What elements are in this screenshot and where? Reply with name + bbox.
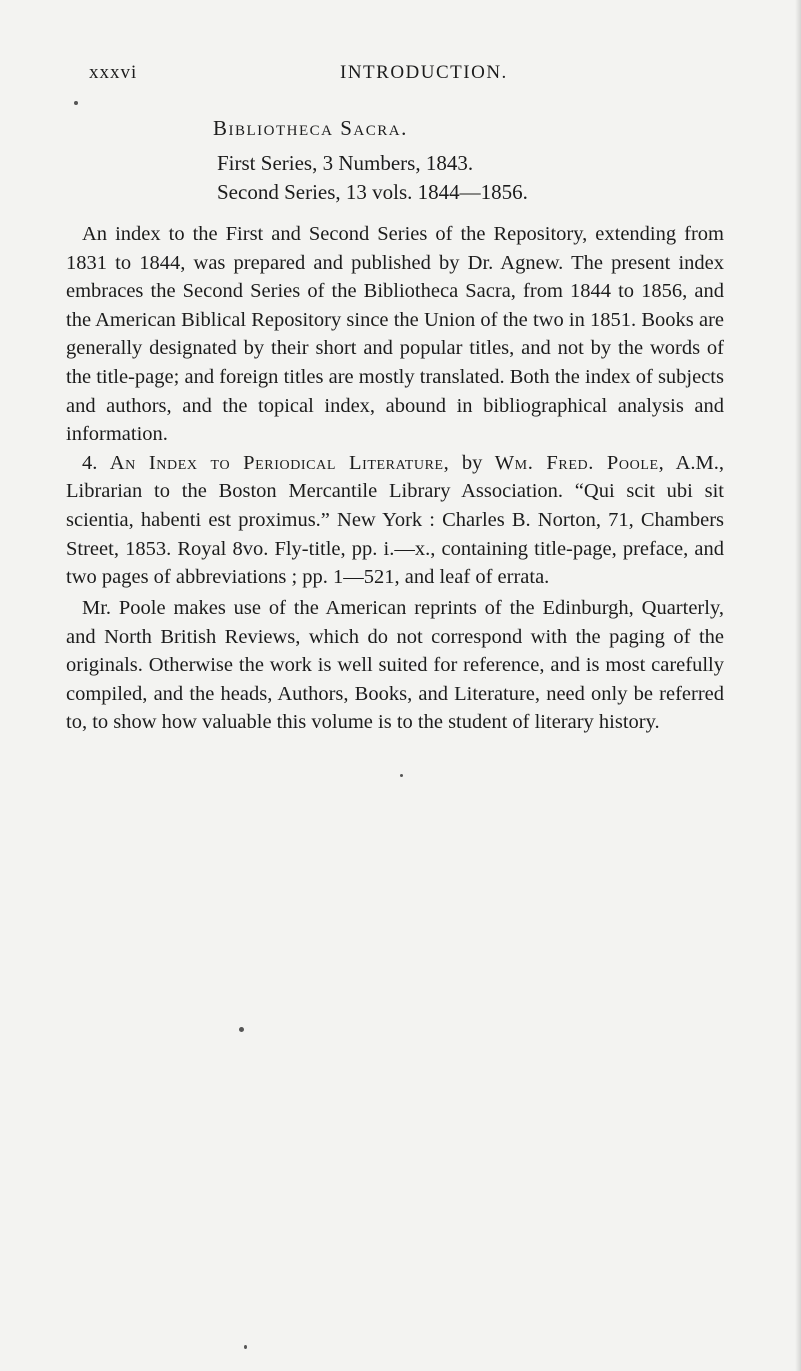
body-text-upper	[66, 220, 724, 592]
entry-details: A.M., Librarian to the Boston Mercantile Library Association. “Qui scit ubi sit scientia, habenti est proximus.” New York : Charles B. Norton, 71, Chambers Street, 1853. Royal 8vo. Fly-title, pp. i.—x., containing title-page, preface, and two pages of abbreviations ; pp. 1—521, and leaf of errata.	[66, 451, 725, 589]
page-edge-shadow	[795, 0, 801, 1371]
section-heading: Bibliotheca Sacra.	[213, 116, 408, 140]
entry-title: An Index to Periodical Literature,	[109, 451, 450, 474]
running-title: INTRODUCTION.	[340, 62, 508, 83]
entry-number: 4.	[82, 451, 98, 474]
paragraph-poole-commentary: Mr. Poole makes use of the American reprints of the Edinburgh, Quarterly, and North British Reviews, which do not correspond with the paging of the originals. Otherwise the work is well suited for reference, and is most carefully compiled, and the heads, Authors, Books, and Literature, need only be referred to, to show how valuable this volume is to the student of literary history.	[66, 597, 724, 734]
page-number: xxxvi	[89, 62, 138, 83]
body-text-lower	[66, 594, 724, 737]
entry-by: by	[461, 451, 483, 474]
entry-4	[66, 449, 724, 592]
running-head	[89, 62, 712, 92]
entry-author: Wm. Fred. Poole,	[494, 451, 665, 474]
series-line-second: Second Series, 13 vols. 1844—1856.	[217, 180, 528, 204]
series-line-first: First Series, 3 Numbers, 1843.	[217, 151, 474, 175]
paragraph-index-description: An index to the First and Second Series of the Repository, extending from 1831 to 1844, was prepared and published by Dr. Agnew. The present index embraces the Second Series of the Bibliotheca Sacra, from 1844 to 1856, and the American Biblical Repository since the Union of the two in 1851. Books are generally designated by their short and popular titles, and not by the words of the title-page; and foreign titles are mostly translated. Both the index of subjects and authors, and the topical index, abound in bibliographical analysis and information.	[66, 223, 724, 446]
